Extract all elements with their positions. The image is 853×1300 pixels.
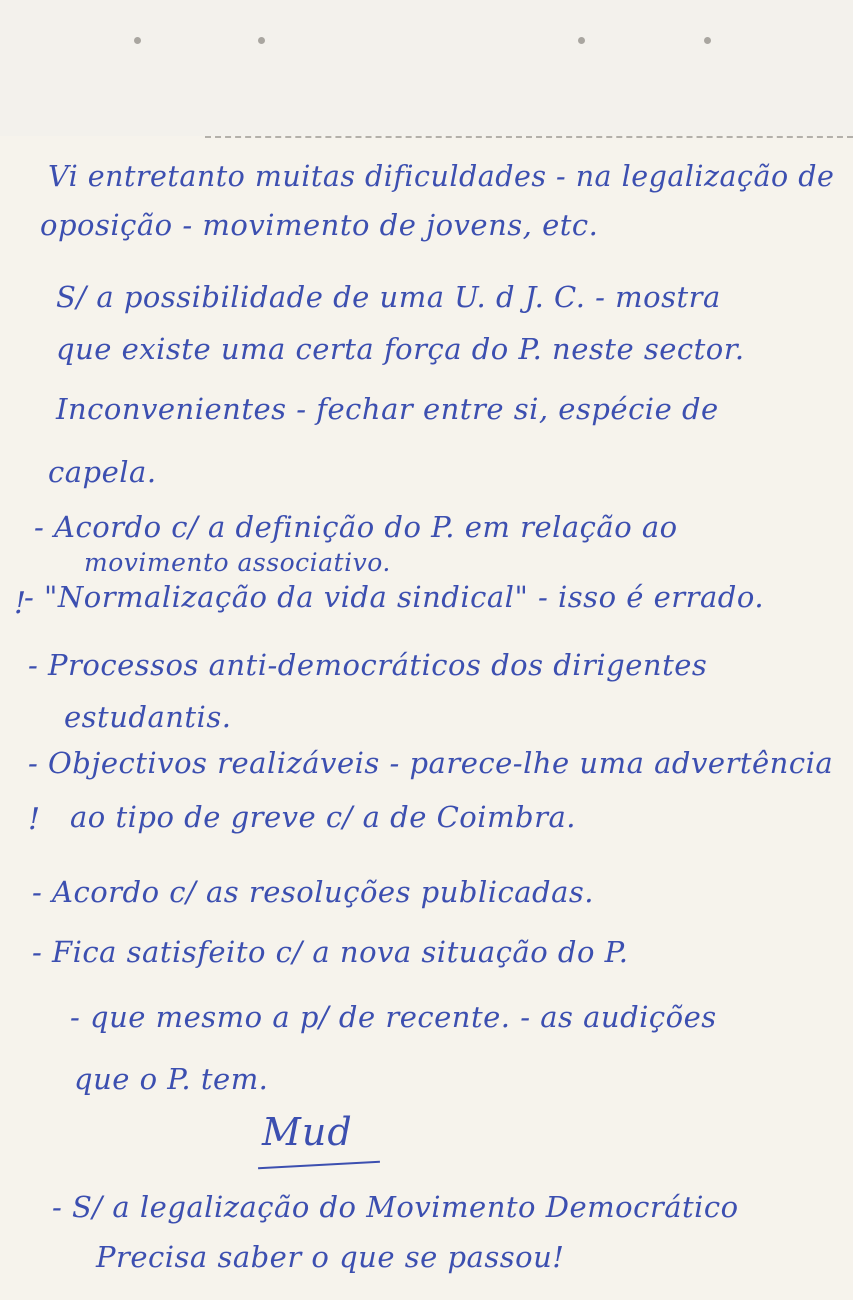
- note-line: - "Normalização da vida sindical" - isso é errado.: [24, 580, 765, 614]
- note-line: - S/ a legalização do Movimento Democrático: [52, 1190, 739, 1224]
- note-line: - Fica satisfeito c/ a nova situação do P.: [32, 935, 629, 969]
- signature-initials: Mud: [262, 1110, 353, 1154]
- note-line: Vi entretanto muitas dificuldades - na legalização de: [48, 160, 835, 193]
- note-line: S/ a possibilidade de uma U. d J. C. - mostra: [56, 280, 721, 314]
- note-line: ao tipo de greve c/ a de Coimbra.: [70, 800, 576, 834]
- margin-exclamation-mark: !: [28, 802, 41, 837]
- note-line: - Objectivos realizáveis - parece-lhe uma advertência: [28, 746, 834, 780]
- note-line: oposição - movimento de jovens, etc.: [40, 208, 599, 242]
- note-line: que o P. tem.: [74, 1062, 269, 1096]
- binding-hole: [578, 37, 585, 44]
- note-line: - que mesmo a p/ de recente. - as audições: [70, 1000, 717, 1034]
- note-line: movimento associativo.: [84, 548, 391, 577]
- note-line: estudantis.: [64, 700, 232, 734]
- binding-hole: [134, 37, 141, 44]
- note-line: - Acordo c/ as resoluções publicadas.: [32, 875, 595, 909]
- tear-off-strip: [0, 0, 853, 136]
- note-line: Inconvenientes - fechar entre si, espécie de: [56, 392, 719, 426]
- note-line: Precisa saber o que se passou!: [96, 1240, 565, 1274]
- signature-underline: [258, 1161, 380, 1169]
- note-line: capela.: [48, 455, 157, 489]
- perforation-line: [205, 136, 853, 138]
- binding-hole: [704, 37, 711, 44]
- binding-hole: [258, 37, 265, 44]
- margin-exclamation-mark: !: [14, 586, 27, 621]
- note-line: - Processos anti-democráticos dos dirigentes: [28, 648, 708, 682]
- note-line: que existe uma certa força do P. neste sector.: [56, 332, 745, 366]
- note-line: - Acordo c/ a definição do P. em relação ao: [34, 510, 678, 544]
